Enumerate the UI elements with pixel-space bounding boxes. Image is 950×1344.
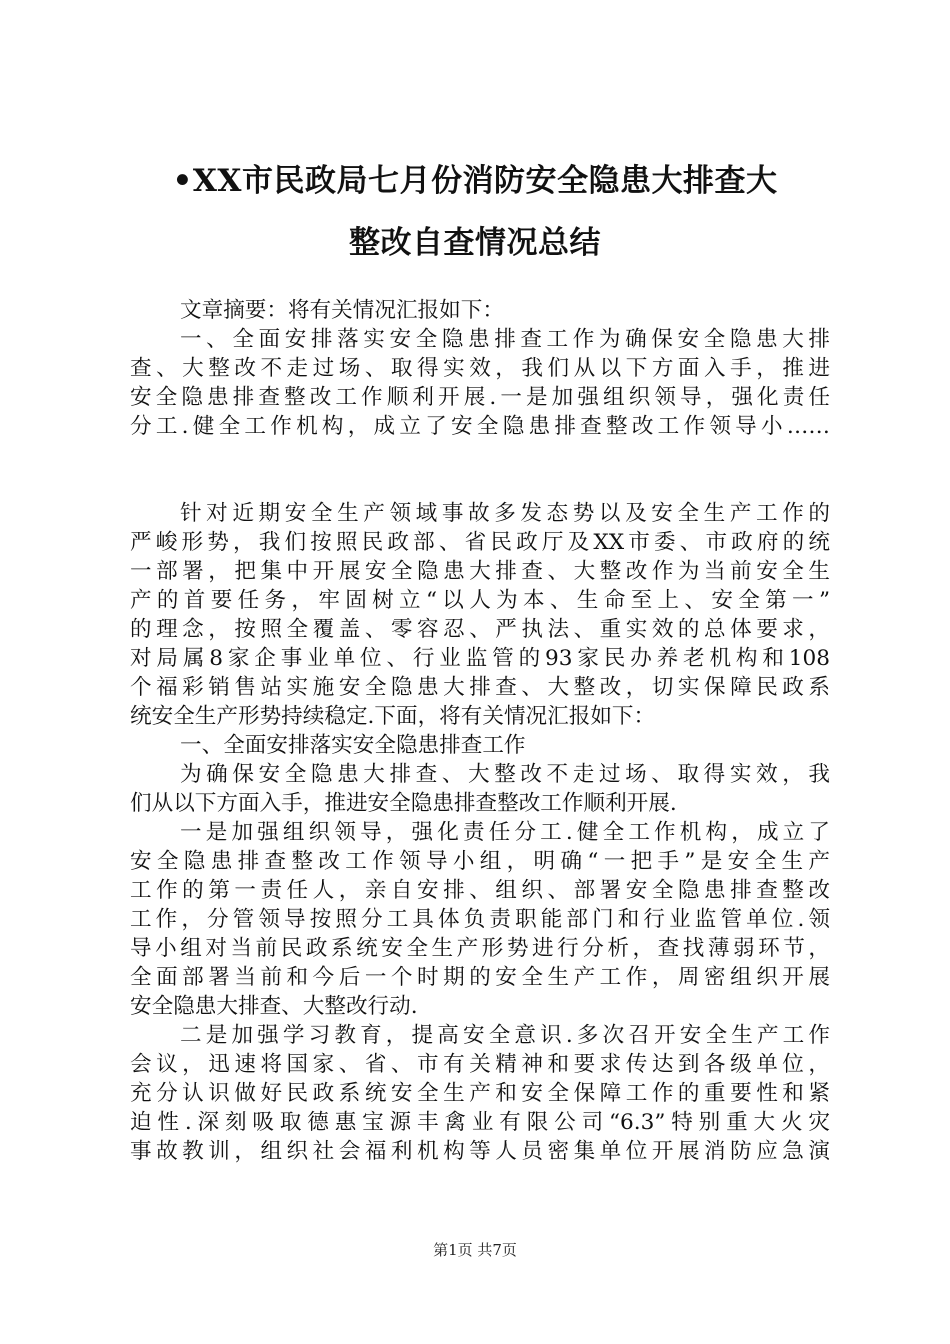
paragraph-line: 统安全生产形势持续稳定.下面，将有关情况汇报如下：	[130, 704, 656, 729]
document-body	[130, 296, 830, 1166]
paragraph-line: 对局属8家企事业单位、行业监管的93家民办养老机构和108	[130, 646, 830, 671]
page-footer: 第1页 共7页	[433, 1241, 517, 1259]
paragraph-line: 的理念，按照全覆盖、零容忍、严执法、重实效的总体要求，	[130, 617, 830, 642]
title-line: 整改自查情况总结	[349, 225, 601, 261]
abstract-line: 查、大整改不走过场、取得实效，我们从以下方面入手，推进	[130, 356, 830, 381]
paragraph-line: 个福彩销售站实施安全隐患大排查、大整改，切实保障民政系	[130, 675, 830, 700]
paragraph-line: 安全隐患排查整改工作领导小组，明确“一把手”是安全生产	[130, 849, 830, 874]
paragraph-line: 充分认识做好民政系统安全生产和安全保障工作的重要性和紧	[130, 1081, 830, 1106]
abstract-line: 一、全面安排落实安全隐患排查工作为确保安全隐患大排	[180, 327, 830, 352]
document-title	[120, 150, 830, 274]
paragraph-line: 导小组对当前民政系统安全生产形势进行分析，查找薄弱环节，	[130, 936, 830, 961]
paragraph-line: 针对近期安全生产领域事故多发态势以及安全生产工作的	[180, 501, 830, 526]
paragraph-line: 产的首要任务，牢固树立“以人为本、生命至上、安全第一”	[130, 588, 830, 613]
abstract-line: 文章摘要：将有关情况汇报如下：	[180, 298, 504, 323]
paragraph-line: 迫性.深刻吸取德惠宝源丰禽业有限公司“6.3”特别重大火灾	[130, 1110, 830, 1135]
section-heading: 一、全面安排落实安全隐患排查工作	[180, 733, 526, 758]
paragraph-line: 一部署，把集中开展安全隐患大排查、大整改作为当前安全生	[130, 559, 830, 584]
paragraph-line: 安全隐患大排查、大整改行动.	[130, 994, 418, 1019]
paragraph-line: 全面部署当前和今后一个时期的安全生产工作，周密组织开展	[130, 965, 830, 990]
paragraph-line: 会议，迅速将国家、省、市有关精神和要求传达到各级单位，	[130, 1052, 830, 1077]
abstract-line: 分工.健全工作机构，成立了安全隐患排查整改工作领导小……	[130, 414, 830, 439]
paragraph-line: 们从以下方面入手，推进安全隐患排查整改工作顺利开展.	[130, 791, 677, 816]
paragraph-gap	[130, 441, 830, 499]
paragraph-line: 一是加强组织领导，强化责任分工.健全工作机构，成立了	[180, 820, 830, 845]
title-line: •XX市民政局七月份消防安全隐患大排查大	[172, 163, 778, 199]
abstract-line: 安全隐患排查整改工作顺利开展.一是加强组织领导，强化责任	[130, 385, 830, 410]
paragraph-line: 工作，分管领导按照分工具体负责职能部门和行业监管单位.领	[130, 907, 830, 932]
paragraph-line: 事故教训，组织社会福利机构等人员密集单位开展消防应急演	[130, 1139, 830, 1164]
paragraph-line: 二是加强学习教育，提高安全意识.多次召开安全生产工作	[180, 1023, 830, 1048]
paragraph-line: 为确保安全隐患大排查、大整改不走过场、取得实效，我	[180, 762, 830, 787]
paragraph-line: 严峻形势，我们按照民政部、省民政厅及XX市委、市政府的统	[130, 530, 830, 555]
paragraph-line: 工作的第一责任人，亲自安排、组织、部署安全隐患排查整改	[130, 878, 830, 903]
